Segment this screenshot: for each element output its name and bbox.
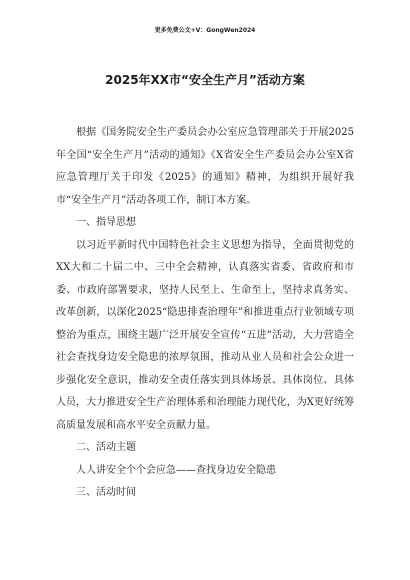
intro-paragraph: 根据《国务院安全生产委员会办公室应急管理部关于开展2025年全国“安全生产月”活动的通知》《X省安全生产委员会办公室X省应急管理厅关于印发《2025》的通知》精神，为组织开展好我市“安全生产月”活动各项工作，制订本方案。	[56, 127, 354, 206]
section-paragraph-guiding-ideology: 以习近平新时代中国特色社会主义思想为指导，全面贯彻党的XX大和二十届二中、三中全会精神，认真落实省委、省政府和市委、市政府部署要求，坚持人民至上、生命至上，坚持求真务实、改革创新，以深化2025“隐患排查治理年”和推进重点行业领域专项整治为重点，围绕主题广泛开展安全宣传“五进”活动，大力营造全社会查找身边安全隐患的浓厚氛围，推动从业人员和社会公众进一步强化安全意识，推动安全责任落实到具体场景、具体岗位、具体人员，大力推进安全生产治理体系和治理能力现代化，为X更好统筹高质量发展和高水平安全贡献力量。	[56, 239, 354, 431]
section-heading-guiding-ideology: 一、指导思想	[76, 217, 136, 228]
section-heading-activity-theme: 二、活动主题	[76, 442, 136, 453]
document-body	[56, 122, 354, 505]
section-heading-activity-time: 三、活动时间	[76, 487, 136, 498]
document-title: 2025年XX市“安全生产月”活动方案	[105, 73, 305, 87]
section-paragraph-activity-theme: 人人讲安全个个会应急——查找身边安全隐患	[76, 464, 276, 476]
header-note: 更多免费公文+V：GongWen2024	[154, 27, 256, 34]
